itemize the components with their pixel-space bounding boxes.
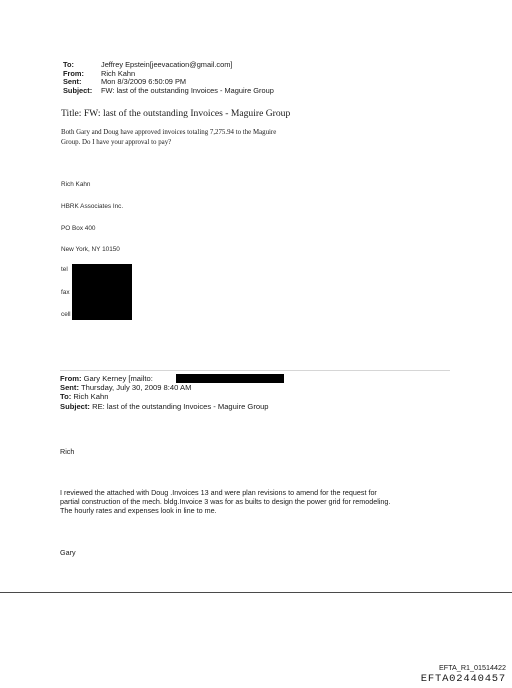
signature-cell-label: cell [61,311,71,318]
email-title: Title: FW: last of the outstanding Invoices - Maguire Group [61,108,291,119]
forward-subject-row [60,402,460,411]
redaction-block [176,374,284,383]
signature-name: Rich Kahn [61,181,91,188]
forward-sent-row [60,383,460,392]
signature-fax-label: fax [61,289,70,296]
message-greeting: Rich [60,447,75,456]
forward-from-value: Gary Kerney [mailto: [83,374,153,383]
footer-id-1: EFTA_R1_01514422 [439,663,506,672]
subject-label: Subject: [63,85,93,95]
forward-from-label: From: [60,374,82,383]
signature-address-2: New York, NY 10150 [61,246,120,253]
body-line: Group. Do I have your approval to pay? [61,138,172,146]
forward-subject-value: RE: last of the outstanding Invoices - Maguire Group [92,401,269,411]
signature-address-1: PO Box 400 [61,225,96,232]
sent-value: Mon 8/3/2009 6:50:09 PM [101,77,187,87]
email-header [63,61,363,97]
message-line: partial construction of the mech. bldg.Invoice 3 was for as builts to design the power grid for remodeling. [60,497,391,506]
message-line: The hourly rates and expenses look in line to me. [60,506,217,515]
page-bottom-line [0,592,512,593]
forward-sent-value: Thursday, July 30, 2009 8:40 AM [80,383,192,393]
from-label: From: [63,68,84,78]
email-body [61,128,381,147]
header-subject-row [63,87,363,96]
signature-tel-label: tel [61,266,68,273]
subject-value: FW: last of the outstanding Invoices - Maguire Group [101,85,274,95]
to-value: Jeffrey Epstein[jeevacation@gmail.com] [101,60,233,69]
message-closing: Gary [60,548,76,557]
message-body [60,488,480,515]
signature-company: HBRK Associates Inc. [61,203,124,210]
from-value: Rich Kahn [101,68,136,78]
sent-label: Sent: [63,77,82,87]
forward-to-label: To: [60,392,72,402]
forward-subject-label: Subject: [60,401,90,411]
forward-to-value: Rich Kahn [73,392,109,402]
forward-sent-label: Sent: [60,383,79,393]
footer-id-2: EFTA02440457 [420,673,506,685]
separator-line [60,370,450,371]
forward-to-row [60,392,460,401]
redaction-block [72,264,132,320]
to-label: To: [63,60,74,69]
body-line: Both Gary and Doug have approved invoices totaling 7,275.94 to the Maguire [61,129,277,136]
message-line: I reviewed the attached with Doug .Invoices 13 and were plan revisions to amend for the request for [60,488,377,497]
